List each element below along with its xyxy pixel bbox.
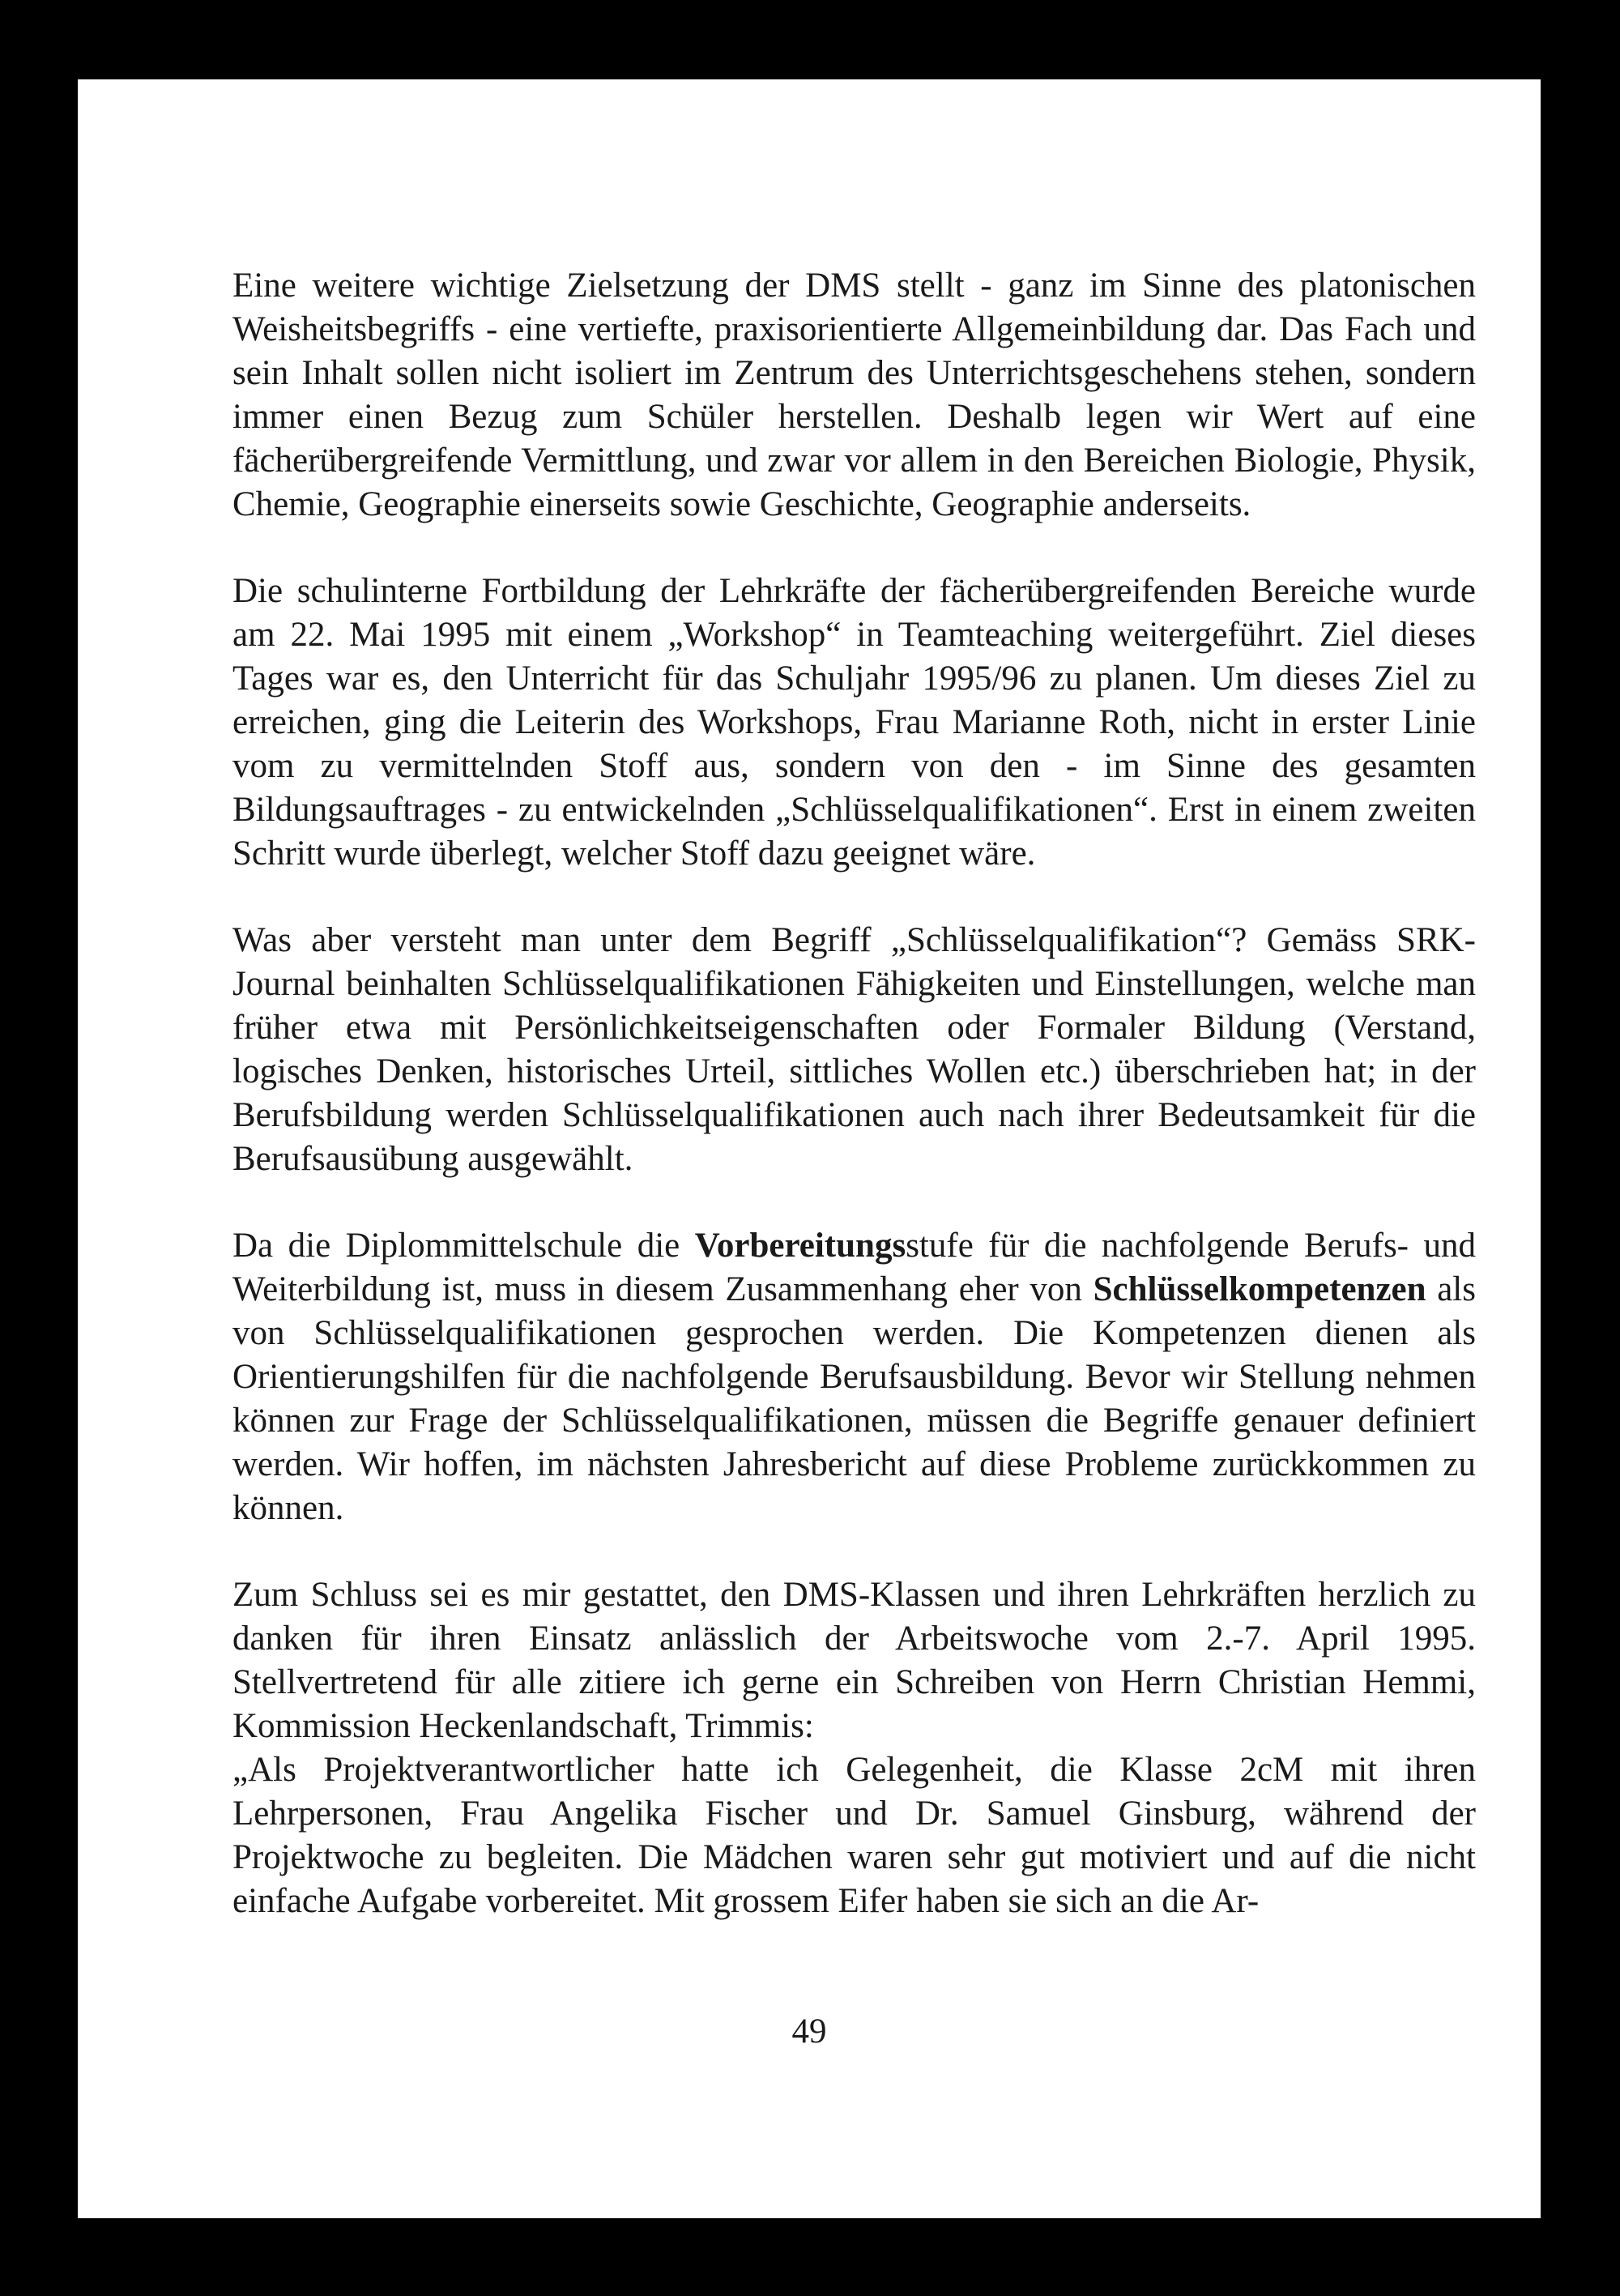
bold-term: Schlüsselkompetenzen bbox=[1093, 1270, 1426, 1308]
text-segment: als von Schlüsselqualifikationen gesprochen werden. Die Kompetenzen dienen als Orientierungshilfen für die nachfolgende Berufsausbildung. Bevor wir Stellung nehmen können zur Frage der Schlüsselqualifikationen, müssen die Begriffe genauer definiert werden. Wir hoffen, im nächsten Jahresbericht auf diese Probleme zurückkommen zu können. bbox=[232, 1270, 1476, 1527]
text-segment: „Als Projektverantwortlicher hatte ich Gelegenheit, die Klasse 2cM mit ihren Lehrpersonen, Frau Angelika Fischer und Dr. Samuel Ginsburg, während der Projektwoche zu begleiten. Die Mädchen waren sehr gut motiviert und auf die nicht einfache Aufgabe vorbereitet. Mit grossem Eifer haben sie sich an die Ar- bbox=[232, 1751, 1476, 1920]
text-segment: Die schulinterne Fortbildung der Lehrkräfte der fächerübergreifenden Bereiche wurde am 22. Mai 1995 mit einem „Workshop“ in Teamteaching weitergeführt. Ziel dieses Tages war es, den Unterricht für das Schuljahr 1995/96 zu planen. Um dieses Ziel zu erreichen, ging die Leiterin des Workshops, Frau Marianne Roth, nicht in erster Linie vom zu vermittelnden Stoff aus, sondern von den - im Sinne des gesamten Bildungsauftrages - zu entwickelnden „Schlüsselqualifikationen“. Erst in einem zweiten Schritt wurde überlegt, welcher Stoff dazu geeignet wäre. bbox=[232, 572, 1476, 873]
paragraph bbox=[232, 919, 1476, 1181]
paragraph bbox=[232, 1224, 1476, 1530]
document-page bbox=[78, 79, 1541, 2218]
text-segment: stufe für die nachfolgende Berufs- und Weiterbildung ist, muss in diesem Zusammenhang eher von bbox=[232, 1227, 1476, 1308]
text-segment: Da die Diplommittelschule die bbox=[232, 1227, 695, 1265]
paragraph bbox=[232, 570, 1476, 876]
text-segment: Zum Schluss sei es mir gestattet, den DMS-Klassen und ihren Lehrkräften herzlich zu danken für ihren Einsatz anlässlich der Arbeitswoche vom 2.-7. April 1995. Stellvertretend für alle zitiere ich gerne ein Schreiben von Herrn Christian Hemmi, Kommission Heckenlandschaft, Trimmis: bbox=[232, 1576, 1476, 1745]
quote-paragraph bbox=[232, 1748, 1476, 1923]
bold-term: Vorbereitungs bbox=[694, 1227, 906, 1265]
paragraph bbox=[232, 264, 1476, 527]
body-text bbox=[232, 264, 1476, 1966]
text-segment: Eine weitere wichtige Zielsetzung der DMS stellt - ganz im Sinne des platonischen Weisheitsbegriffs - eine vertiefte, praxisorientierte Allgemeinbildung dar. Das Fach und sein Inhalt sollen nicht isoliert im Zentrum des Unterrichtsgeschehens stehen, sondern immer einen Bezug zum Schüler herstellen. Deshalb legen wir Wert auf eine fächerübergreifende Vermittlung, und zwar vor allem in den Bereichen Biologie, Physik, Chemie, Geographie einerseits sowie Geschichte, Geographie anderseits. bbox=[232, 267, 1476, 523]
page-number: 49 bbox=[791, 2012, 827, 2051]
text-segment: Was aber versteht man unter dem Begriff „Schlüsselqualifikation“? Gemäss SRK-Journal beinhalten Schlüsselqualifikationen Fähigkeiten und Einstellungen, welche man früher etwa mit Persönlichkeitseigenschaften oder Formaler Bildung (Verstand, logisches Denken, historisches Urteil, sittliches Wollen etc.) überschrieben hat; in der Berufsbildung werden Schlüsselqualifikationen auch nach ihrer Bedeutsamkeit für die Berufsausübung ausgewählt. bbox=[232, 921, 1476, 1178]
paragraph bbox=[232, 1573, 1476, 1748]
